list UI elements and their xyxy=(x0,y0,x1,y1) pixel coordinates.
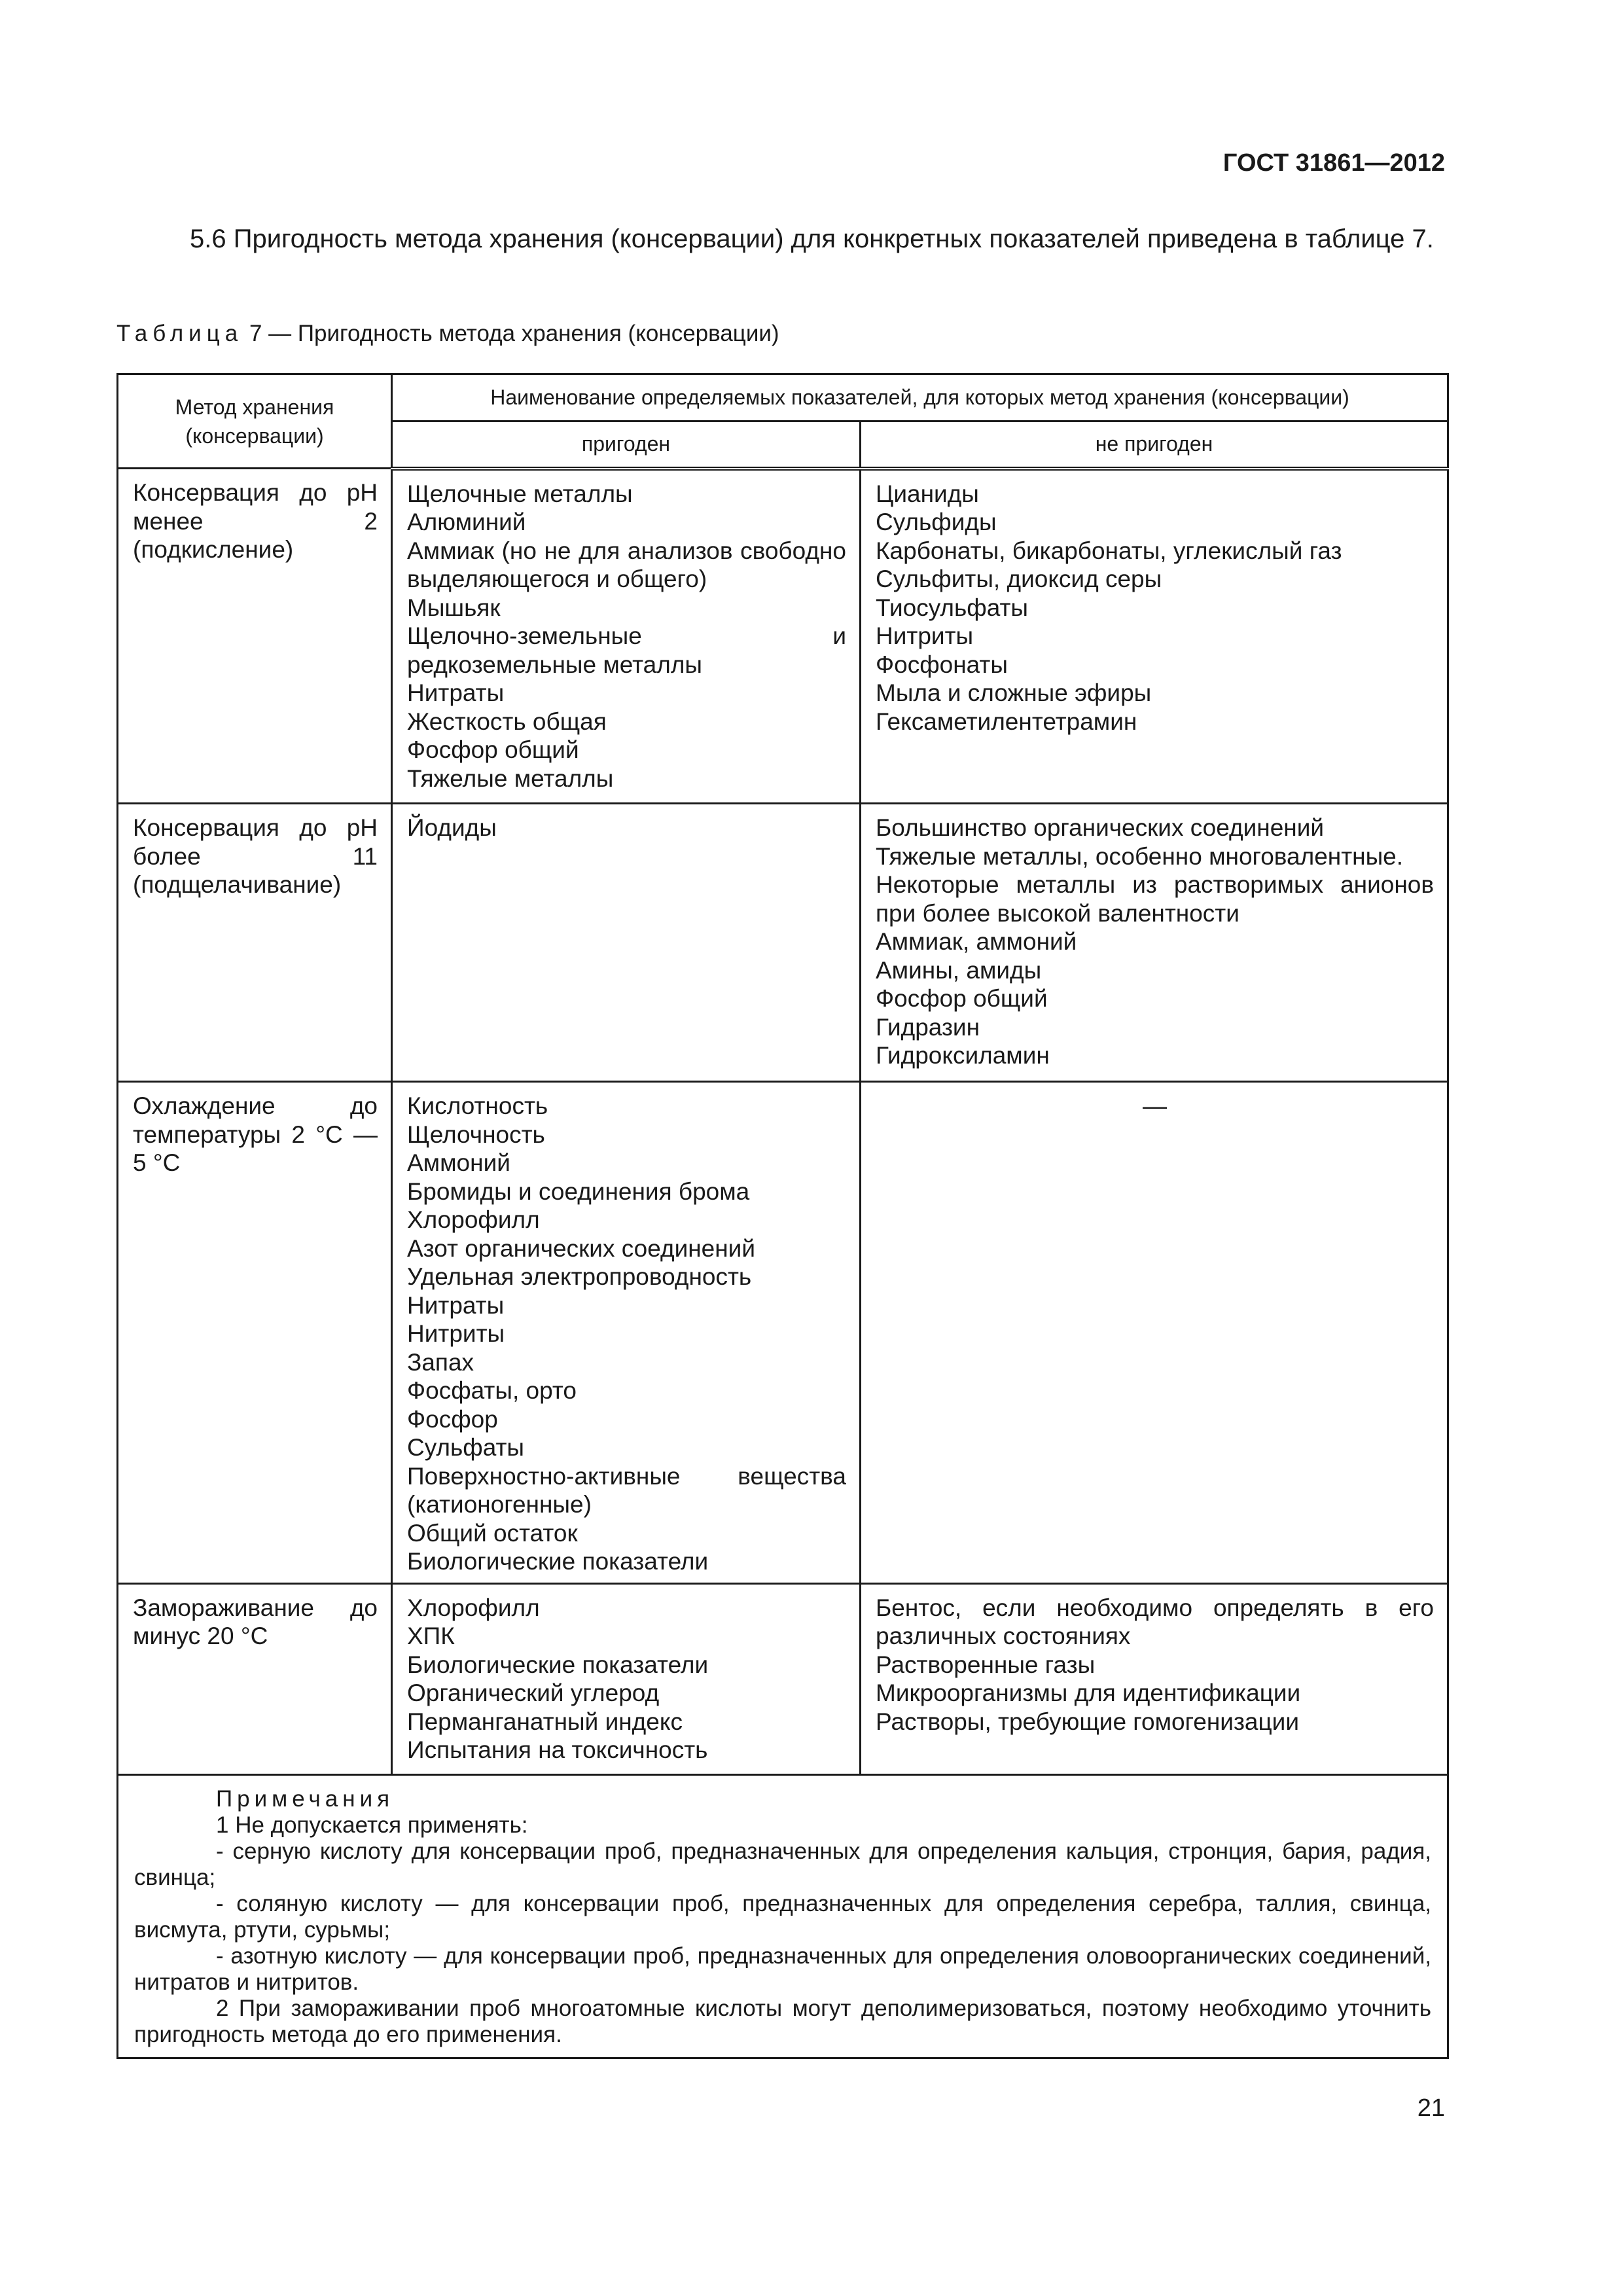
intro-text: 5.6 Пригодность метода хранения (консервации) для конкретных показателей приведена в таблице 7. xyxy=(190,224,1434,253)
notes-cell xyxy=(118,1774,1448,2058)
note-item: 2 При замораживании проб многоатомные кислоты могут деполимеризоваться, поэтому необходимо уточнить пригодность метода до его применения. xyxy=(134,1995,1432,2047)
header-suitable: пригоден xyxy=(392,422,861,469)
list-item: Карбонаты, бикарбонаты, углекислый газ xyxy=(876,537,1342,564)
document-header: ГОСТ 31861—2012 xyxy=(1222,149,1445,177)
list-item: Фосфонаты xyxy=(876,651,1008,678)
list-item: Сульфаты xyxy=(407,1434,525,1461)
note-item: - азотную кислоту — для консервации проб, предназначенных для определения оловоорганических соединений, нитратов и нитритов. xyxy=(134,1943,1432,1995)
list-item: Гидроксиламин xyxy=(876,1042,1050,1069)
list-item: Алюминий xyxy=(407,509,526,535)
table-row xyxy=(118,1583,1448,1774)
page-number: 21 xyxy=(1417,2094,1445,2122)
method-cell: Замораживание до минус 20 °C xyxy=(118,1583,392,1774)
list-item: Сульфиты, диоксид серы xyxy=(876,565,1162,592)
list-item: Йодиды xyxy=(407,814,497,841)
unsuitable-cell xyxy=(861,1583,1448,1774)
list-item: Нитриты xyxy=(876,622,974,649)
list-item: Перманганатный индекс xyxy=(407,1708,683,1735)
table-caption-text: 7 — Пригодность метода хранения (консервации) xyxy=(243,321,779,346)
notes-row xyxy=(118,1774,1448,2058)
header-unsuitable: не пригоден xyxy=(861,422,1448,469)
list-item: Жесткость общая xyxy=(407,708,607,735)
list-item: Тяжелые металлы, особенно многовалентные. xyxy=(876,842,1404,870)
list-item: Мышьяк xyxy=(407,594,501,621)
unsuitable-cell xyxy=(861,1082,1448,1584)
list-item: Общий остаток xyxy=(407,1519,578,1547)
list-item: Нитриты xyxy=(407,1320,505,1347)
list-item: Фосфор общий xyxy=(407,736,579,763)
list-item: Гидразин xyxy=(876,1013,980,1041)
notes-title: Примечания xyxy=(216,1785,395,1812)
list-item: Растворенные газы xyxy=(876,1651,1096,1678)
list-item: Растворы, требующие гомогенизации xyxy=(876,1708,1300,1735)
list-item: — xyxy=(1143,1092,1167,1119)
list-item: Мыла и сложные эфиры xyxy=(876,679,1152,706)
table-row xyxy=(118,804,1448,1082)
list-item: Азот органических соединений xyxy=(407,1234,756,1262)
list-item: Биологические показатели xyxy=(407,1548,709,1575)
list-item: Биологические показатели xyxy=(407,1651,709,1678)
suitable-cell xyxy=(392,469,861,804)
unsuitable-cell xyxy=(861,804,1448,1082)
list-item: Органический углерод xyxy=(407,1679,660,1706)
list-item: Нитраты xyxy=(407,679,505,706)
list-item: ХПК xyxy=(407,1623,455,1649)
list-item: Аммиак (но не для анализов свободно выделяющегося и общего) xyxy=(407,537,846,592)
list-item: Хлорофилл xyxy=(407,1206,540,1233)
note-item: - серную кислоту для консервации проб, предназначенных для определения кальция, стронция, бария, радия, свинца; xyxy=(134,1838,1432,1890)
list-item: Щелочность xyxy=(407,1121,545,1148)
suitable-cell xyxy=(392,1583,861,1774)
list-item: Бентос, если необходимо определять в его различных состояниях xyxy=(876,1594,1435,1649)
list-item: Большинство органических соединений xyxy=(876,814,1325,841)
unsuitable-cell xyxy=(861,469,1448,804)
table-row xyxy=(118,1082,1448,1584)
list-item: Удельная электропроводность xyxy=(407,1263,752,1290)
suitable-cell xyxy=(392,804,861,1082)
method-cell: Консервация до pH более 11 (подщелачивание) xyxy=(118,804,392,1082)
list-item: Фосфаты, орто xyxy=(407,1377,577,1404)
list-item: Фосфор xyxy=(407,1405,498,1433)
list-item: Сульфиды xyxy=(876,509,997,535)
list-item: Поверхностно-активные вещества (катионогенные) xyxy=(407,1462,846,1518)
suitable-cell xyxy=(392,1082,861,1584)
list-item: Бромиды и соединения брома xyxy=(407,1177,750,1205)
method-cell: Консервация до pH менее 2 (подкисление) xyxy=(118,469,392,804)
list-item: Некоторые металлы из растворимых анионов при более высокой валентности xyxy=(876,871,1435,927)
intro-paragraph xyxy=(116,223,1446,255)
list-item: Микроорганизмы для идентификации xyxy=(876,1679,1301,1706)
list-item: Кислотность xyxy=(407,1092,548,1119)
storage-methods-table xyxy=(116,373,1449,2059)
list-item: Щелочно-земельные и редкоземельные металлы xyxy=(407,622,846,678)
list-item: Гексаметилентетрамин xyxy=(876,708,1137,735)
header-method: Метод хранения (консервации) xyxy=(118,374,392,469)
list-item: Фосфор общий xyxy=(876,985,1048,1012)
list-item: Нитраты xyxy=(407,1291,505,1319)
table-caption xyxy=(116,321,779,347)
table-row xyxy=(118,469,1448,804)
list-item: Запах xyxy=(407,1348,474,1376)
header-group: Наименование определяемых показателей, для которых метод хранения (консервации) xyxy=(392,374,1448,422)
table-caption-label: Таблица xyxy=(116,321,243,346)
list-item: Щелочные металлы xyxy=(407,480,633,507)
list-item: Испытания на токсичность xyxy=(407,1736,708,1763)
list-item: Хлорофилл xyxy=(407,1594,540,1621)
list-item: Цианиды xyxy=(876,480,979,507)
list-item: Аммиак, аммоний xyxy=(876,928,1077,955)
note-item: - соляную кислоту — для консервации проб, предназначенных для определения серебра, таллия, свинца, висмута, ртути, сурьмы; xyxy=(134,1890,1432,1943)
list-item: Тиосульфаты xyxy=(876,594,1029,621)
list-item: Амины, амиды xyxy=(876,956,1042,984)
list-item: Тяжелые металлы xyxy=(407,764,614,792)
list-item: Аммоний xyxy=(407,1149,510,1176)
note-item: 1 Не допускается применять: xyxy=(216,1812,528,1838)
method-cell: Охлаждение до температуры 2 °C — 5 °C xyxy=(118,1082,392,1584)
